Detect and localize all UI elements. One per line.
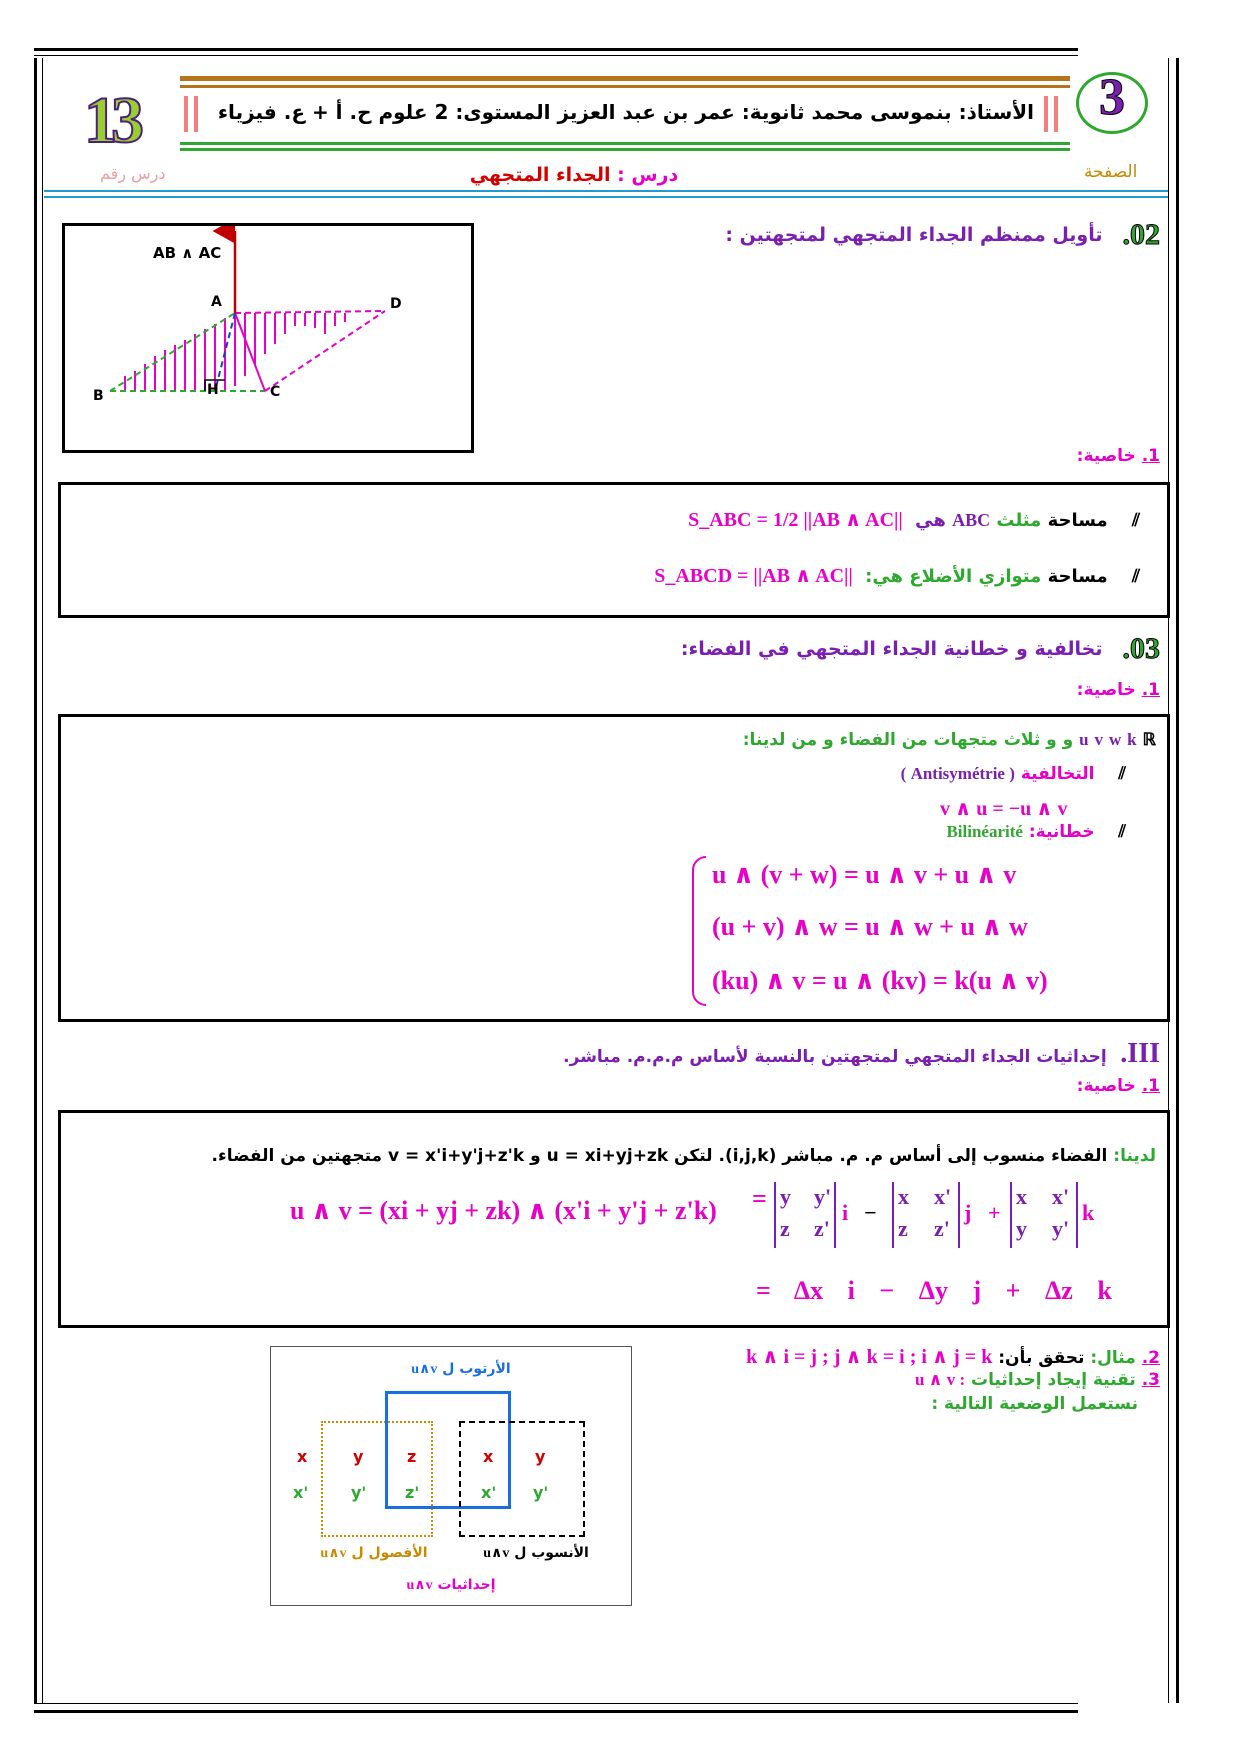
example-number: 2. — [1141, 1348, 1160, 1368]
example-line — [700, 1344, 1160, 1369]
lesson-title — [424, 164, 724, 186]
area-parallelogram-label: مساحة — [1047, 566, 1108, 587]
page-frame-bottom-outer — [34, 1710, 1078, 1713]
section02-property-number: 1. — [1141, 446, 1160, 466]
header-divider-blue2 — [44, 196, 1168, 198]
bilin-line3: (ku) ∧ v = u ∧ (kv) = k(u ∧ v) — [712, 966, 1048, 995]
section3-property-number: 1. — [1141, 1076, 1160, 1096]
header — [44, 60, 1168, 210]
bilin-line2: (u + v) ∧ w = u ∧ w + u ∧ w — [712, 912, 1028, 941]
page-frame-top — [34, 48, 1078, 51]
technique-label: تقنية إيجاد إحداثيات — [971, 1370, 1136, 1390]
bilin-label: خطانية: — [1028, 822, 1095, 842]
bilin-fr: Bilinéarité — [946, 822, 1023, 841]
section03-property-heading — [900, 680, 1160, 700]
ordinate-label: الأرتوب ل u∧v — [411, 1361, 511, 1377]
page-label: الصفحة — [1084, 162, 1138, 182]
section3-number: III. — [1120, 1038, 1160, 1069]
page-frame-left-inner — [42, 58, 43, 1703]
antisym-fr: ( Antisymétrie ) — [900, 764, 1015, 783]
header-pink-mark-left2 — [194, 96, 198, 132]
formula-parallelogram: S_ABCD = ||AB ∧ AC|| — [654, 565, 853, 587]
technique-line — [700, 1370, 1160, 1390]
lesson-title-text: الجداء المتجهي — [469, 164, 611, 186]
header-pink-mark-left — [184, 96, 188, 132]
coordinates-formula-line2: = Δx i − Δy j + Δz k — [756, 1276, 1112, 1305]
row1: x y z x y — [297, 1447, 546, 1466]
lesson-number-badge: 13 — [84, 84, 138, 157]
lesson-number-label: درس رقم — [100, 164, 166, 183]
header-divider-blue — [44, 190, 1168, 192]
point-d: D — [390, 296, 402, 312]
area-parallelogram-label2: متوازي الأضلاع هي: — [865, 566, 1042, 587]
abscissa-label: الأفصول ل u∧v — [320, 1545, 428, 1561]
section02-property-label: خاصية: — [1076, 446, 1136, 466]
coordinates-statement — [80, 1146, 1156, 1166]
section02-property-heading — [900, 446, 1160, 466]
coords-label: إحداثيات u∧v — [406, 1577, 496, 1593]
linearity-intro: u v w k ℝ و و ثلاث متجهات من الفضاء و من لدينا: — [742, 730, 1156, 750]
section03-number: 03. — [1122, 632, 1160, 665]
section02-number: 02. — [1122, 218, 1160, 251]
area-triangle-name: ABC — [952, 510, 991, 530]
antisym-formula: v ∧ u = −u ∧ v — [940, 798, 1068, 820]
area-triangle-label: مساحة — [1047, 510, 1108, 531]
bullet-icon: ⫽ — [1131, 566, 1140, 587]
figure-parallelogram — [62, 223, 474, 453]
lesson-prefix: درس : — [610, 164, 679, 186]
page-frame-right — [1176, 58, 1179, 1703]
header-band-green2 — [180, 148, 1070, 151]
coordinates-formula-line1: u ∧ v = (xi + yj + zk) ∧ (x'i + y'j + z'k) — [290, 1196, 717, 1225]
formula-triangle: S_ABC = 1/2 ||AB ∧ AC|| — [688, 509, 903, 531]
hatch-lines — [125, 313, 345, 391]
point-a: A — [211, 294, 222, 310]
page-frame-left — [34, 58, 37, 1703]
teacher-line: الأستاذ: بنموسى محمد ثانوية: عمر بن عبد العزيز المستوى: 2 علوم ح. أ + ع. فيزياء — [217, 100, 1034, 124]
bullet-icon: ⫽ — [1131, 510, 1140, 531]
header-pink-mark-right — [1044, 96, 1048, 132]
determinant-matrices: = y y' z z' i − x x' z z' j + x x' y y' k — [752, 1184, 1172, 1254]
header-pink-mark-right2 — [1054, 96, 1058, 132]
area-triangle-line — [400, 500, 1140, 541]
applicate-box — [459, 1421, 585, 1537]
antisym-label: التخالفية — [1020, 764, 1095, 784]
bullet-icon: ⫽ — [1118, 764, 1126, 784]
section03-heading — [600, 632, 1160, 666]
header-band-top — [180, 76, 1070, 81]
example-label: مثال: — [1090, 1348, 1136, 1368]
page-frame-bottom — [34, 1703, 1078, 1704]
section02-title: تأويل ممنظم الجداء المتجهي لمتجهتين : — [725, 224, 1103, 246]
point-b: B — [93, 388, 104, 404]
technique-label2: u ∧ v : — [914, 1370, 966, 1389]
point-h: H — [207, 382, 219, 398]
bilin-brace — [692, 856, 706, 1006]
technique-number: 3. — [1141, 1370, 1160, 1390]
parallelogram-diagram — [65, 226, 471, 450]
figure-coordinate-scheme — [270, 1346, 632, 1606]
page-number: 3 — [1099, 69, 1125, 126]
section03-property-label: خاصية: — [1076, 680, 1136, 700]
header-band-top2 — [180, 85, 1070, 88]
area-triangle-is: هي — [915, 510, 946, 531]
bullet-icon: ⫽ — [1118, 822, 1126, 842]
area-parallelogram-line — [400, 556, 1140, 597]
section03-property-number: 1. — [1141, 680, 1160, 700]
page-frame-top-inner — [34, 55, 1078, 56]
section3-property-label: خاصية: — [1076, 1076, 1136, 1096]
linearity-intro-text: و و ثلاث متجهات من الفضاء و من لدينا: — [742, 730, 1074, 750]
section02-heading — [600, 218, 1160, 252]
section3-heading — [560, 1038, 1160, 1070]
header-band-green — [180, 142, 1070, 145]
row2: x' y' z' x' y' — [293, 1483, 549, 1502]
vector-label: AB ∧ AC — [153, 244, 222, 262]
example-formula: k ∧ i = j ; j ∧ k = i ; i ∧ j = k — [746, 1346, 993, 1368]
area-triangle-label2: مثلث — [996, 510, 1042, 531]
bilin-line1: u ∧ (v + w) = u ∧ v + u ∧ v — [712, 860, 1017, 889]
section3-property-heading — [900, 1076, 1160, 1096]
example-text: تحقق بأن: — [998, 1348, 1085, 1368]
section03-title: تخالفية و خطانية الجداء المتجهي في الفضاء: — [680, 638, 1103, 660]
bilin-label-line — [600, 822, 1126, 842]
technique-text: نستعمل الوضعية التالية : — [931, 1394, 1138, 1414]
coordinates-statement-text: الفضاء منسوب إلى أساس م. م. مباشر (i,j,k). لتكن u = xi+yj+zk و v = x'i+y'j+z'k متجهتين من الفضاء. — [211, 1146, 1108, 1166]
point-c: C — [270, 384, 281, 400]
antisym-label-line — [600, 764, 1126, 784]
section3-title: إحداثيات الجداء المتجهي لمتجهتين بالنسبة لأساس م.م.م. مباشر. — [563, 1047, 1107, 1067]
coordinates-statement-end: لدينا: — [1113, 1146, 1156, 1166]
applicate-label: الأنسوب ل u∧v — [483, 1545, 589, 1561]
